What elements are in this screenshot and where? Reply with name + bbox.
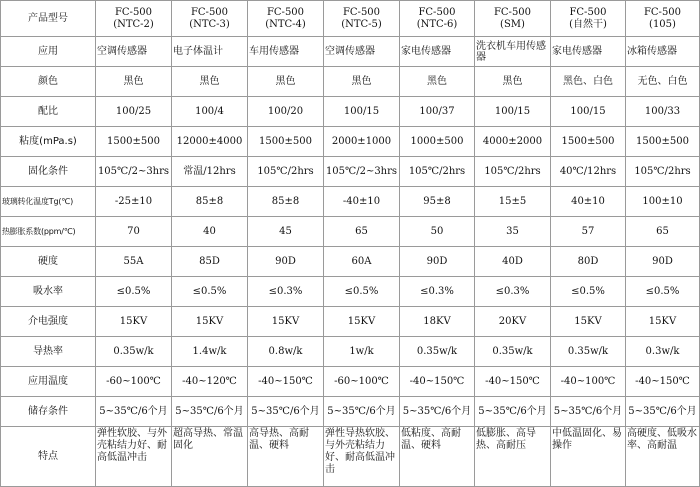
- spec-row: [1, 217, 700, 247]
- spec-value: 100±10: [626, 187, 700, 217]
- model-header-cell: [324, 1, 400, 37]
- spec-value: -40~150℃: [400, 367, 475, 397]
- row-label: 固化条件: [1, 157, 96, 187]
- spec-value: 45: [248, 217, 324, 247]
- spec-value: 1000±500: [400, 127, 475, 157]
- spec-value: 90D: [248, 247, 324, 277]
- spec-value: 105℃/2~3hrs: [96, 157, 172, 187]
- model-name: FC-500: [114, 6, 153, 18]
- row-label: 特点: [1, 427, 96, 487]
- row-label: 吸水率: [1, 277, 96, 307]
- row-label: 介电强度: [1, 307, 96, 337]
- spec-value: 15±5: [475, 187, 551, 217]
- spec-value: 105℃/2hrs: [626, 157, 700, 187]
- spec-value: 1500±500: [96, 127, 172, 157]
- spec-value: 空调传感器: [324, 37, 400, 67]
- model-code: (NTC-3): [189, 18, 230, 30]
- model-header-cell: [400, 1, 475, 37]
- spec-row: [1, 67, 700, 97]
- feature-value: 低粘度、高耐温、硬料: [400, 427, 475, 487]
- spec-value: 35: [475, 217, 551, 247]
- spec-value: 0.35w/k: [400, 337, 475, 367]
- header-label: 产品型号: [1, 1, 96, 37]
- spec-value: 0.35w/k: [96, 337, 172, 367]
- spec-value: 车用传感器: [248, 37, 324, 67]
- spec-value: 1500±500: [551, 127, 626, 157]
- spec-value: 15KV: [551, 307, 626, 337]
- spec-value: 常温/12hrs: [172, 157, 248, 187]
- model-name: FC-500: [342, 6, 381, 18]
- spec-value: 家电传感器: [551, 37, 626, 67]
- spec-value: -40~150℃: [475, 367, 551, 397]
- spec-value: ≤0.5%: [172, 277, 248, 307]
- spec-value: 0.35w/k: [475, 337, 551, 367]
- spec-value: -60~100℃: [96, 367, 172, 397]
- spec-value: 5~35℃/6个月: [172, 397, 248, 427]
- feature-value: 中低温固化、易操作: [551, 427, 626, 487]
- spec-row: [1, 37, 700, 67]
- spec-value: 90D: [400, 247, 475, 277]
- spec-value: 40℃/12hrs: [551, 157, 626, 187]
- spec-value: 电子体温计: [172, 37, 248, 67]
- row-label: 配比: [1, 97, 96, 127]
- spec-value: 40±10: [551, 187, 626, 217]
- spec-value: 冰箱传感器: [626, 37, 700, 67]
- model-name: FC-500: [418, 6, 456, 18]
- model-header-cell: [96, 1, 172, 37]
- spec-value: 105℃/2hrs: [475, 157, 551, 187]
- spec-value: 100/15: [475, 97, 551, 127]
- spec-value: 空调传感器: [96, 37, 172, 67]
- spec-value: 20KV: [475, 307, 551, 337]
- spec-row: [1, 397, 700, 427]
- model-name: FC-500: [266, 6, 305, 18]
- model-header-cell: [248, 1, 324, 37]
- row-label: 玻璃转化温度Tg(℃): [1, 187, 96, 217]
- row-label: 粘度(mPa.s): [1, 127, 96, 157]
- spec-value: 100/25: [96, 97, 172, 127]
- spec-value: -40±10: [324, 187, 400, 217]
- spec-value: 40: [172, 217, 248, 247]
- spec-value: 黑色: [475, 67, 551, 97]
- spec-value: 65: [626, 217, 700, 247]
- spec-value: 1.4w/k: [172, 337, 248, 367]
- spec-value: 15KV: [248, 307, 324, 337]
- row-label: 储存条件: [1, 397, 96, 427]
- feature-value: 低膨胀、高导热、高耐压: [475, 427, 551, 487]
- spec-value: 2000±1000: [324, 127, 400, 157]
- spec-value: 18KV: [400, 307, 475, 337]
- spec-value: ≤0.3%: [400, 277, 475, 307]
- spec-value: 70: [96, 217, 172, 247]
- model-name: FC-500: [643, 6, 682, 18]
- spec-value: 100/15: [551, 97, 626, 127]
- spec-value: 80D: [551, 247, 626, 277]
- spec-value: 100/37: [400, 97, 475, 127]
- spec-value: 5~35℃/6个月: [96, 397, 172, 427]
- spec-value: 洗衣机车用传感器: [475, 37, 551, 67]
- spec-value: 家电传感器: [400, 37, 475, 67]
- spec-value: 100/4: [172, 97, 248, 127]
- model-header-cell: [475, 1, 551, 37]
- model-code: (NTC-4): [265, 18, 306, 30]
- spec-value: ≤0.5%: [96, 277, 172, 307]
- spec-value: 100/33: [626, 97, 700, 127]
- row-label: 应用: [1, 37, 96, 67]
- spec-value: 95±8: [400, 187, 475, 217]
- spec-row: [1, 127, 700, 157]
- spec-value: 1500±500: [626, 127, 700, 157]
- spec-value: 黑色: [324, 67, 400, 97]
- spec-value: 5~35℃/6个月: [551, 397, 626, 427]
- spec-value: -40~150℃: [626, 367, 700, 397]
- row-label: 应用温度: [1, 367, 96, 397]
- spec-value: 0.3w/k: [626, 337, 700, 367]
- spec-value: 无色、白色: [626, 67, 700, 97]
- spec-value: -40~100℃: [551, 367, 626, 397]
- spec-value: ≤0.5%: [626, 277, 700, 307]
- row-label: 颜色: [1, 67, 96, 97]
- spec-value: 105℃/2~3hrs: [324, 157, 400, 187]
- spec-value: 85±8: [248, 187, 324, 217]
- model-code: (SM): [500, 18, 525, 30]
- model-code: (NTC-2): [113, 18, 154, 30]
- spec-row: [1, 277, 700, 307]
- feature-value: 超高导热、常温固化: [172, 427, 248, 487]
- model-code: (自然干): [569, 18, 607, 30]
- spec-value: -60~100℃: [324, 367, 400, 397]
- spec-row: [1, 367, 700, 397]
- spec-value: 1500±500: [248, 127, 324, 157]
- spec-value: 黑色、白色: [551, 67, 626, 97]
- spec-value: 55A: [96, 247, 172, 277]
- spec-value: 15KV: [626, 307, 700, 337]
- row-label: 热膨胀系数(ppm/℃): [1, 217, 96, 247]
- spec-value: 15KV: [172, 307, 248, 337]
- header-row: [1, 1, 700, 37]
- model-name: FC-500: [190, 6, 229, 18]
- spec-value: 4000±2000: [475, 127, 551, 157]
- model-code: (NTC-6): [416, 18, 458, 30]
- spec-value: ≤0.3%: [248, 277, 324, 307]
- row-label: 硬度: [1, 247, 96, 277]
- spec-value: 5~35℃/6个月: [248, 397, 324, 427]
- spec-value: 15KV: [324, 307, 400, 337]
- spec-value: ≤0.5%: [551, 277, 626, 307]
- spec-value: 黑色: [400, 67, 475, 97]
- spec-value: 0.8w/k: [248, 337, 324, 367]
- spec-value: 100/15: [324, 97, 400, 127]
- spec-row: [1, 247, 700, 277]
- model-name: FC-500: [493, 6, 532, 18]
- feature-value: 高硬度、低吸水率、高耐温: [626, 427, 700, 487]
- spec-row: [1, 97, 700, 127]
- feature-value: 弹性软胶、与外壳粘结力好、耐高低温冲击: [96, 427, 172, 487]
- spec-value: 黑色: [172, 67, 248, 97]
- spec-value: ≤0.3%: [475, 277, 551, 307]
- spec-value: 90D: [626, 247, 700, 277]
- model-header-cell: [551, 1, 626, 37]
- spec-value: 57: [551, 217, 626, 247]
- spec-value: ≤0.5%: [324, 277, 400, 307]
- spec-value: 50: [400, 217, 475, 247]
- model-name: FC-500: [569, 6, 607, 18]
- spec-row: [1, 337, 700, 367]
- spec-value: 5~35℃/6个月: [475, 397, 551, 427]
- spec-value: 40D: [475, 247, 551, 277]
- model-header-cell: [626, 1, 700, 37]
- spec-value: 0.35w/k: [551, 337, 626, 367]
- spec-value: 65: [324, 217, 400, 247]
- spec-row: [1, 307, 700, 337]
- model-header-cell: [172, 1, 248, 37]
- spec-value: 15KV: [96, 307, 172, 337]
- spec-value: 1w/k: [324, 337, 400, 367]
- spec-value: 黑色: [96, 67, 172, 97]
- spec-value: 100/20: [248, 97, 324, 127]
- spec-row: [1, 157, 700, 187]
- spec-value: 105℃/2hrs: [400, 157, 475, 187]
- model-code: (105): [649, 18, 676, 30]
- spec-value: -25±10: [96, 187, 172, 217]
- spec-value: 5~35℃/6个月: [626, 397, 700, 427]
- spec-value: -40~120℃: [172, 367, 248, 397]
- spec-value: 5~35℃/6个月: [324, 397, 400, 427]
- spec-value: 105℃/2hrs: [248, 157, 324, 187]
- spec-value: 85±8: [172, 187, 248, 217]
- spec-value: 黑色: [248, 67, 324, 97]
- feature-value: 弹性导热软胶、与外壳粘结力好、耐高低温冲击: [324, 427, 400, 487]
- spec-value: 85D: [172, 247, 248, 277]
- feature-value: 高导热、高耐温、硬料: [248, 427, 324, 487]
- spec-value: 60A: [324, 247, 400, 277]
- spec-value: 12000±4000: [172, 127, 248, 157]
- spec-row: [1, 187, 700, 217]
- spec-value: -40~150℃: [248, 367, 324, 397]
- row-label: 导热率: [1, 337, 96, 367]
- model-code: (NTC-5): [341, 18, 382, 30]
- spec-value: 5~35℃/6个月: [400, 397, 475, 427]
